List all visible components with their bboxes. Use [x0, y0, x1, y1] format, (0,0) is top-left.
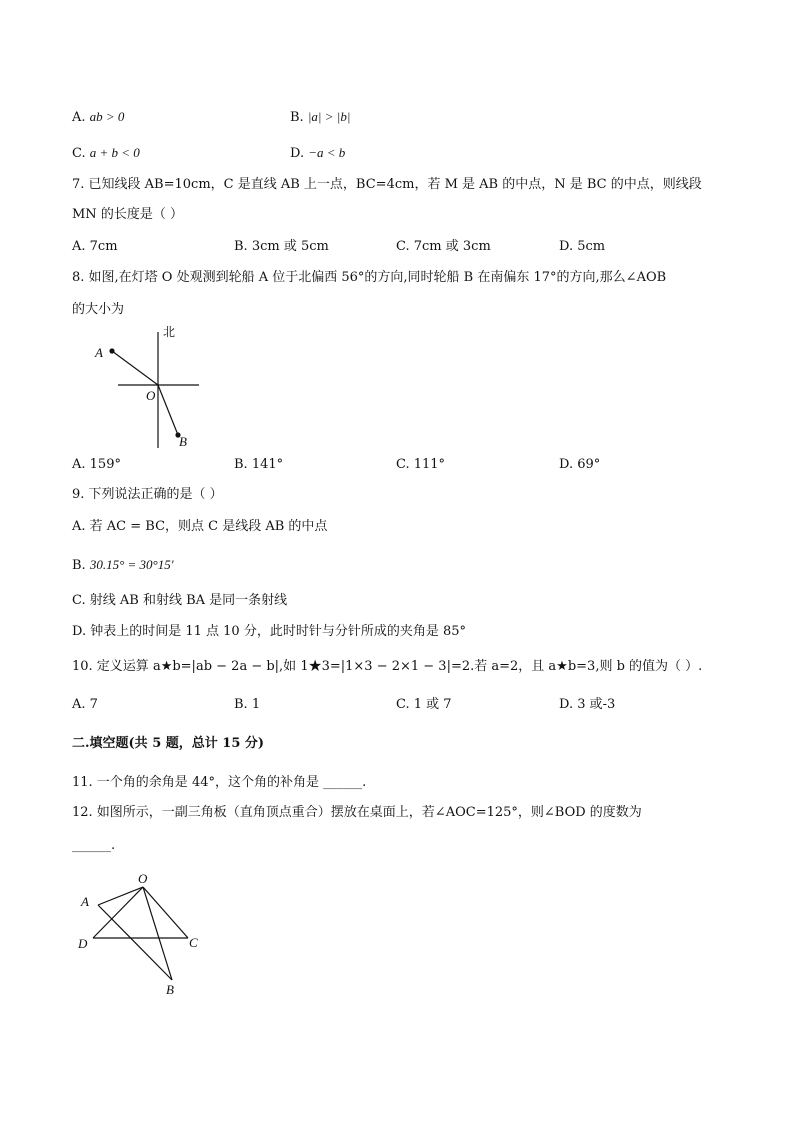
q8-north-label: 北	[163, 325, 176, 339]
q7-option-d: D. 5cm	[559, 239, 606, 254]
q9-option-d: D. 钟表上的时间是 11 点 10 分，此时时针与分针所成的夹角是 85°	[72, 624, 467, 639]
q8-option-c: C. 111°	[396, 457, 446, 472]
q7-stem-line2: MN 的长度是（ ）	[72, 207, 183, 222]
q11-stem: 11. 一个角的余角是 44°，这个角的补角是 ______.	[72, 775, 367, 790]
q7-option-c: C. 7cm 或 3cm	[396, 239, 491, 254]
q10-option-a: A. 7	[72, 697, 98, 712]
q12-label-a: A	[81, 894, 89, 909]
q8-label-b: B	[179, 434, 187, 449]
q6-option-d-expr: −a < b	[308, 145, 346, 160]
q9-stem: 9. 下列说法正确的是（ ）	[72, 487, 223, 502]
q8-stem-line1: 8. 如图,在灯塔 O 处观测到轮船 A 位于北偏西 56°的方向,同时轮船 B 在南偏东 17°的方向,那么∠AOB	[72, 270, 667, 285]
q8-label-a: A	[95, 345, 103, 360]
q7-stem-line1: 7. 已知线段 AB=10cm，C 是直线 AB 上一点，BC=4cm，若 M 是 AB 的中点，N 是 BC 的中点，则线段	[72, 177, 702, 192]
q6-option-a-expr: ab > 0	[89, 109, 125, 124]
q12-label-d: D	[78, 936, 88, 951]
q9-option-a: A. 若 AC = BC，则点 C 是线段 AB 的中点	[72, 519, 328, 534]
q8-label-o: O	[146, 388, 156, 403]
q12-label-c: C	[189, 935, 198, 950]
q8-option-d: D. 69°	[559, 457, 601, 472]
q6-option-c-expr: a + b < 0	[89, 145, 140, 160]
q9-option-b-letter: B.	[72, 558, 90, 573]
q12-label-b: B	[166, 982, 174, 997]
q7-option-b: B. 3cm 或 5cm	[234, 239, 329, 254]
q9-option-c: C. 射线 AB 和射线 BA 是同一条射线	[72, 593, 288, 608]
q8-option-a: A. 159°	[72, 457, 121, 472]
q8-option-b: B. 141°	[234, 457, 284, 472]
q12-stem-line1: 12. 如图所示，一副三角板（直角顶点重合）摆放在桌面上，若∠AOC=125°，则∠BOD 的度数为	[72, 805, 642, 820]
q6-option-b-expr: |a| > |b|	[307, 109, 351, 124]
q7-option-a: A. 7cm	[72, 239, 118, 254]
q6-option-d-letter: D.	[290, 146, 309, 161]
q12-stem-line2: ______.	[72, 838, 116, 853]
q10-stem: 10. 定义运算 a★b=|ab − 2a − b|,如 1★3=|1×3 − 2×1 − 3|=2.若 a=2，且 a★b=3,则 b 的值为（ ）.	[72, 659, 703, 674]
q6-option-c-letter: C.	[72, 146, 90, 161]
q9-option-b-expr: 30.15° = 30°15′	[89, 557, 174, 572]
q10-option-c: C. 1 或 7	[396, 697, 452, 712]
q6-option-b-letter: B.	[290, 110, 308, 125]
q10-option-b: B. 1	[234, 697, 261, 712]
q6-option-a-letter: A.	[72, 110, 90, 125]
q8-stem-line2: 的大小为	[72, 302, 125, 317]
q10-option-d: D. 3 或-3	[559, 697, 616, 712]
q12-segment-ao	[98, 887, 143, 905]
section-heading-fill-in: 二.填空题(共 5 题，总计 15 分)	[72, 736, 265, 751]
q12-segment-do	[93, 887, 143, 938]
q12-label-o: O	[138, 871, 148, 886]
q12-segment-oc	[143, 887, 188, 938]
